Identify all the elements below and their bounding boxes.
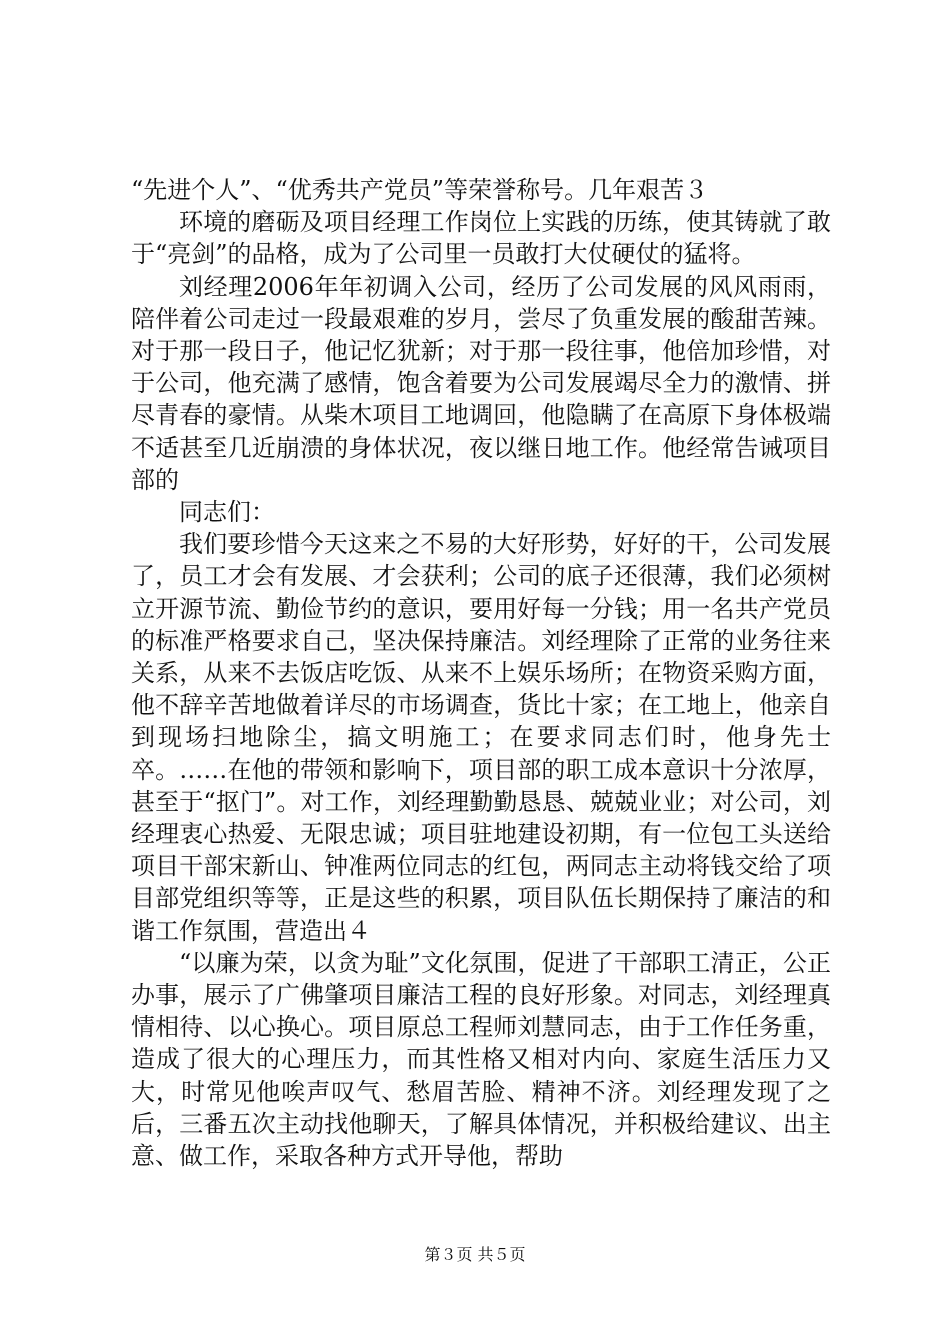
paragraph-1: “先进个人”、“优秀共产党员”等荣誉称号。几年艰苦３ [131, 176, 709, 204]
page-number-label: 第３页 共５页 [424, 1245, 526, 1264]
paragraph-2: 环境的磨砺及项目经理工作岗位上实践的历练，使其铸就了敢于“亮剑”的品格，成为了公司里一员敢打大仗硬仗的猛将。 [131, 208, 831, 269]
page-footer [0, 1245, 950, 1265]
paragraph-4: 同志们： [179, 498, 275, 527]
paragraph-5: 我们要珍惜今天这来之不易的大好形势，好好的干，公司发展了，员工才会有发展、才会获利；公司的底子还很薄，我们必须树立开源节流、勤俭节约的意识，要用好每一分钱；用一名共产党员的标准严格要求自己，坚决保持廉洁。刘经理除了正常的业务往来关系，从来不去饭店吃饭、从来不上娱乐场所；在物资采购方面，他不辞辛苦地做着详尽的市场调查，货比十家；在工地上，他亲自到现场扫地除尘，搞文明施工；在要求同志们时，他身先士卒。……在他的带领和影响下，项目部的职工成本意识十分浓厚，甚至于“抠门”。对工作，刘经理勤勤恳恳、兢兢业业；对公司，刘经理衷心热爱、无限忠诚；项目驻地建设初期，有一位包工头送给项目干部宋新山、钟准两位同志的红包，两同志主动将钱交给了项目部党组织等等，正是这些的积累，项目队伍长期保持了廉洁的和谐工作氛围，营造出４ [131, 530, 831, 945]
paragraph-3: 刘经理2006年年初调入公司，经历了公司发展的风风雨雨，陪伴着公司走过一段最艰难的岁月，尝尽了负重发展的酸甜苦辣。对于那一段日子，他记忆犹新；对于那一段往事，他倍加珍惜，对于公司，他充满了感情，饱含着要为公司发展竭尽全力的激情、拼尽青春的豪情。从柴木项目工地调回，他隐瞒了在高原下身体极端不适甚至几近崩溃的身体状况，夜以继日地工作。他经常告诫项目部的 [131, 272, 831, 494]
document-body [131, 174, 831, 1172]
paragraph-6: “以廉为荣，以贪为耻”文化氛围，促进了干部职工清正，公正办事，展示了广佛肇项目廉洁工程的良好形象。对同志，刘经理真情相待、以心换心。项目原总工程师刘慧同志，由于工作任务重，造成了很大的心理压力，而其性格又相对内向、家庭生活压力又大，时常见他唉声叹气、愁眉苦脸、精神不济。刘经理发现了之后，三番五次主动找他聊天，了解具体情况，并积极给建议、出主意、做工作，采取各种方式开导他，帮助 [131, 948, 831, 1171]
